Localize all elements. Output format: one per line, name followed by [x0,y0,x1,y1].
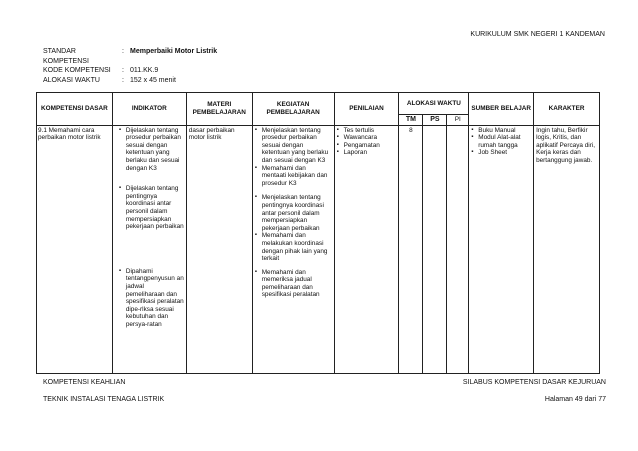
cell-penilaian [334,125,399,373]
meta-key: ALOKASI WAKTU [43,76,100,84]
header-kompetensi-dasar: KOMPETENSI DASAR [37,93,113,126]
cell-kegiatan [252,125,334,373]
list-item: ▪ Dipahami tentangpenyusun an jadwal pemeliharaan dan spesifikasi peralatan dipe-rlksa sesuai kebutuhan dan persya-ratan [119,268,184,329]
cell-sumber [469,125,534,373]
meta-sep: : [122,76,124,84]
cell-kompetensi: 9.1 Memahami cara perbaikan motor listrik [37,125,113,373]
meta-value-alokasi: 152 x 45 menit [130,76,176,84]
list-item: ▪ Memahami dan melakukan koordinasi dengan pihak lain yang terkait [255,232,332,262]
meta-sep: : [122,48,124,55]
curriculum-header: KURIKULUM SMK NEGERI 1 KANDEMAN [470,31,605,38]
header-ps: PS [423,115,447,126]
footer-teknik-instalasi: TEKNIK INSTALASI TENAGA LISTRIK [43,396,165,403]
list-item: ▪ Memahami dan mentaati kebijakan dan prosedur K3 [255,165,332,188]
meta-value-standar: Memperbaiki Motor Listrik [130,48,218,55]
list-item: ▪ Wawancara [337,134,397,142]
list-item: ▪ Modul Alat-alat rumah tangga [471,134,531,149]
list-item: ▪ Dijelaskan tentang prosedur perbaikan sesuai dengan ketentuan yang berlaku dan sesuai dengan K3 [119,127,184,173]
footer-silabus: SILABUS KOMPETENSI DASAR KEJURUAN [462,379,606,386]
meta-sep: : [122,67,124,74]
cell-ps [423,125,447,373]
list-item: ▪ Laporan [337,149,397,157]
header-pi: PI [447,115,469,126]
penilaian-list [337,127,397,157]
header-alokasi-waktu: ALOKASI WAKTU [399,93,469,115]
header-tm: TM [399,115,423,126]
table-row [37,125,600,373]
header-karakter: KARAKTER [534,93,600,126]
list-item: ▪ Menjelaskan tentang prosedur perbaikan sesuai dengan ketentuan yang berlaku dan sesuai dengan K3 [255,127,332,165]
meta-row-standar [43,47,217,66]
cell-pi [447,125,469,373]
meta-value-kode: 011.KK.9 [130,67,159,74]
header-materi: MATERI PEMBELAJARAN [186,93,252,126]
list-item: ▪ Dijelaskan tentang pentingnya koordinasi antar personil dalam mempersiapkan pekerjaan perbaikan [119,185,184,231]
syllabus-table [36,92,600,374]
meta-row-alokasi [43,76,217,86]
list-item: ▪ Menjelaskan tentang pentingnya koordinasi antar personil dalam mempersiapkan pekerjaan perbaikan [255,194,332,232]
cell-indikator [112,125,186,373]
header-penilaian: PENILAIAN [334,93,399,126]
cell-tm: 8 [399,125,423,373]
list-item: ▪ Job Sheet [471,149,531,157]
footer-page-number: Halaman 49 dari 77 [544,396,606,403]
meta-key: KODE KOMPETENSI [43,67,111,74]
meta-key: STANDAR KOMPETENSI [43,48,89,65]
header-sumber-belajar: SUMBER BELAJAR [469,93,534,126]
list-item: ▪ Memahami dan memeriksa jadual pemeliharaan dan spesifikasi peralatan [255,269,332,299]
sumber-list [471,127,531,157]
indikator-list [115,127,184,329]
list-item: ▪ Pengamatan [337,142,397,150]
list-item: ▪ Tes tertulis [337,127,397,135]
competency-meta [43,47,217,85]
header-indikator: INDIKATOR [112,93,186,126]
header-kegiatan: KEGIATAN PEMBELAJARAN [252,93,334,126]
footer-kompetensi-keahlian: KOMPETENSI KEAHLIAN [43,379,126,386]
cell-karakter: Ingin tahu, Berfikir logis, Kritis, dan aplikatif Percaya diri, Kerja keras dan bertanggung jawab. [534,125,600,373]
list-item: ▪ Buku Manual [471,127,531,135]
kegiatan-list [255,127,332,299]
cell-materi: dasar perbaikan motor listrik [186,125,252,373]
meta-row-kode [43,66,217,76]
